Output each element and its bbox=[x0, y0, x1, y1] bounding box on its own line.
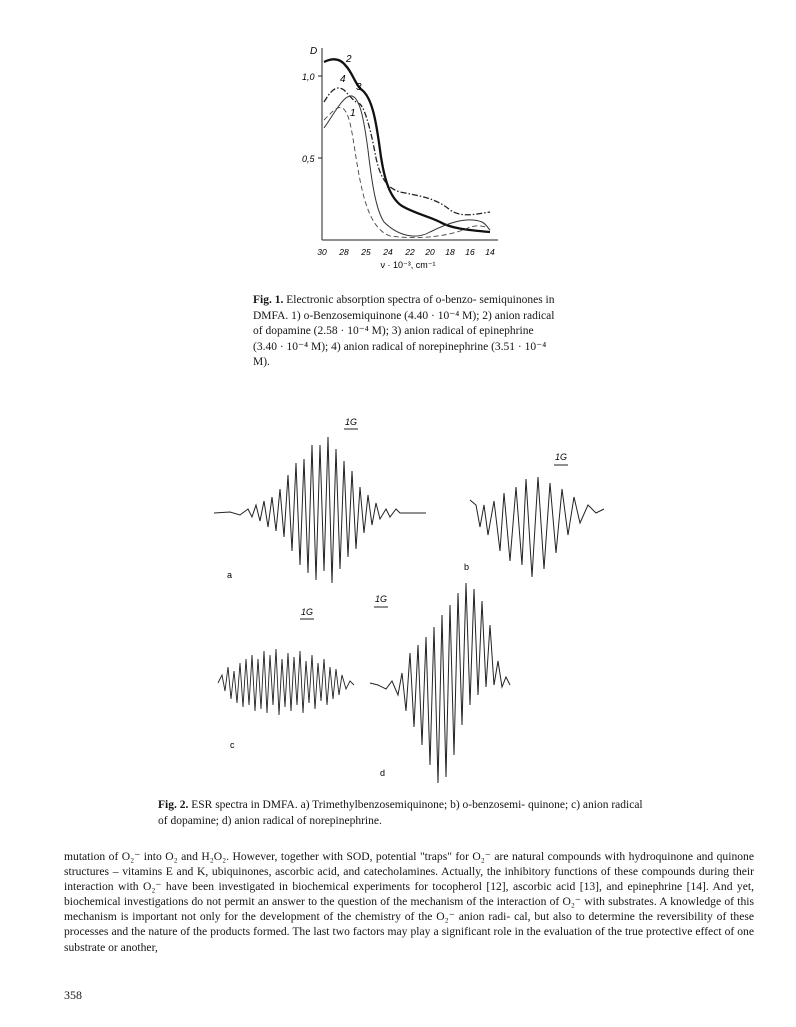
panel-label-a: a bbox=[227, 570, 233, 580]
scale-label: 1G bbox=[375, 594, 388, 604]
curve-label-1: 1 bbox=[350, 108, 356, 119]
panel-label-b: b bbox=[464, 562, 470, 572]
panel-label-d: d bbox=[380, 768, 386, 778]
y-tick-label: 0,5 bbox=[302, 154, 315, 164]
curve-label-3: 3 bbox=[356, 82, 362, 93]
figure-2-caption-label: Fig. 2. bbox=[158, 799, 189, 811]
figure-1-caption bbox=[253, 293, 555, 371]
body-text bbox=[64, 849, 754, 955]
x-tick-label: 16 bbox=[465, 247, 475, 257]
esr-panel-a bbox=[214, 417, 426, 583]
y-tick-label: 1,0 bbox=[302, 72, 315, 82]
figure-2-caption-text: ESR spectra in DMFA. a) Trimethylbenzosemiquinone; b) o-benzosemi- quinone; c) anion radical of dopamine; d) anion radical of norepinephrine. bbox=[158, 799, 643, 827]
curve-label-2: 2 bbox=[346, 54, 352, 65]
scale-label: 1G bbox=[345, 417, 358, 427]
x-tick-label: 28 bbox=[339, 247, 349, 257]
esr-panel-b bbox=[464, 452, 604, 577]
page-number: 358 bbox=[64, 988, 82, 1002]
x-tick-label: 20 bbox=[425, 247, 435, 257]
panel-label-c: c bbox=[230, 740, 235, 750]
esr-panel-d bbox=[370, 583, 510, 783]
x-tick-label: 22 bbox=[405, 247, 415, 257]
x-tick-label: 14 bbox=[485, 247, 495, 257]
x-tick-label: 24 bbox=[383, 247, 393, 257]
figure-2-esr-spectra bbox=[200, 405, 620, 790]
figure-1-caption-label: Fig. 1. bbox=[253, 294, 284, 306]
y-axis-symbol: D bbox=[310, 46, 318, 57]
figure-1-plot bbox=[290, 40, 520, 280]
curve-2 bbox=[324, 59, 490, 232]
x-tick-label: 25 bbox=[361, 247, 371, 257]
esr-panel-c bbox=[218, 607, 354, 750]
figure-1-caption-text: Electronic absorption spectra of o-benzo- semiquinones in DMFA. 1) o-Benzosemiquinone (4.40 · 10⁻⁴ M); 2) anion radical of dopamine (2.58 · 10⁻⁴ M); 3) anion radical of epinephrine (3.40 · 10⁻⁴ M); 4) anion radical of norepinephrine (3.51 · 10⁻⁴ M). bbox=[253, 294, 555, 369]
scale-label: 1G bbox=[301, 607, 314, 617]
scale-label: 1G bbox=[555, 452, 568, 462]
figure-2-caption bbox=[158, 798, 644, 829]
curve-label-4: 4 bbox=[340, 74, 346, 85]
curve-1 bbox=[324, 107, 490, 237]
x-tick-label: 30 bbox=[317, 247, 327, 257]
x-axis-label: ν · 10⁻³, cm⁻¹ bbox=[380, 260, 436, 270]
body-paragraph: mutation of O₂⁻ into O₂ and H₂O₂. However, together with SOD, potential "traps" for O₂⁻ are natural compounds with hydroquinone and quinone structures – vitamins E and K, ubiquinones, ascorbic acid, and catecholamines. Actually, the inhibitory functions of these compounds during their interaction with O₂⁻ have been investigated in biochemical experiments for tocopherol [12], ascorbic acid [13], and epinephrine [14]. And yet, biochemical investigations do not permit an answer to the question of the mechanism of the interaction of O₂⁻ with substrates. A knowledge of this mechanism is important not only for the development of the chemistry of the O₂⁻ anion radi- cal, but also to determine the reversibility of these processes and the nature of the products formed. The last two factors may play a significant role in the evaluation of the true protective effect of one substrate or another, bbox=[64, 850, 754, 954]
x-tick-label: 18 bbox=[445, 247, 455, 257]
curve-4 bbox=[324, 88, 490, 215]
